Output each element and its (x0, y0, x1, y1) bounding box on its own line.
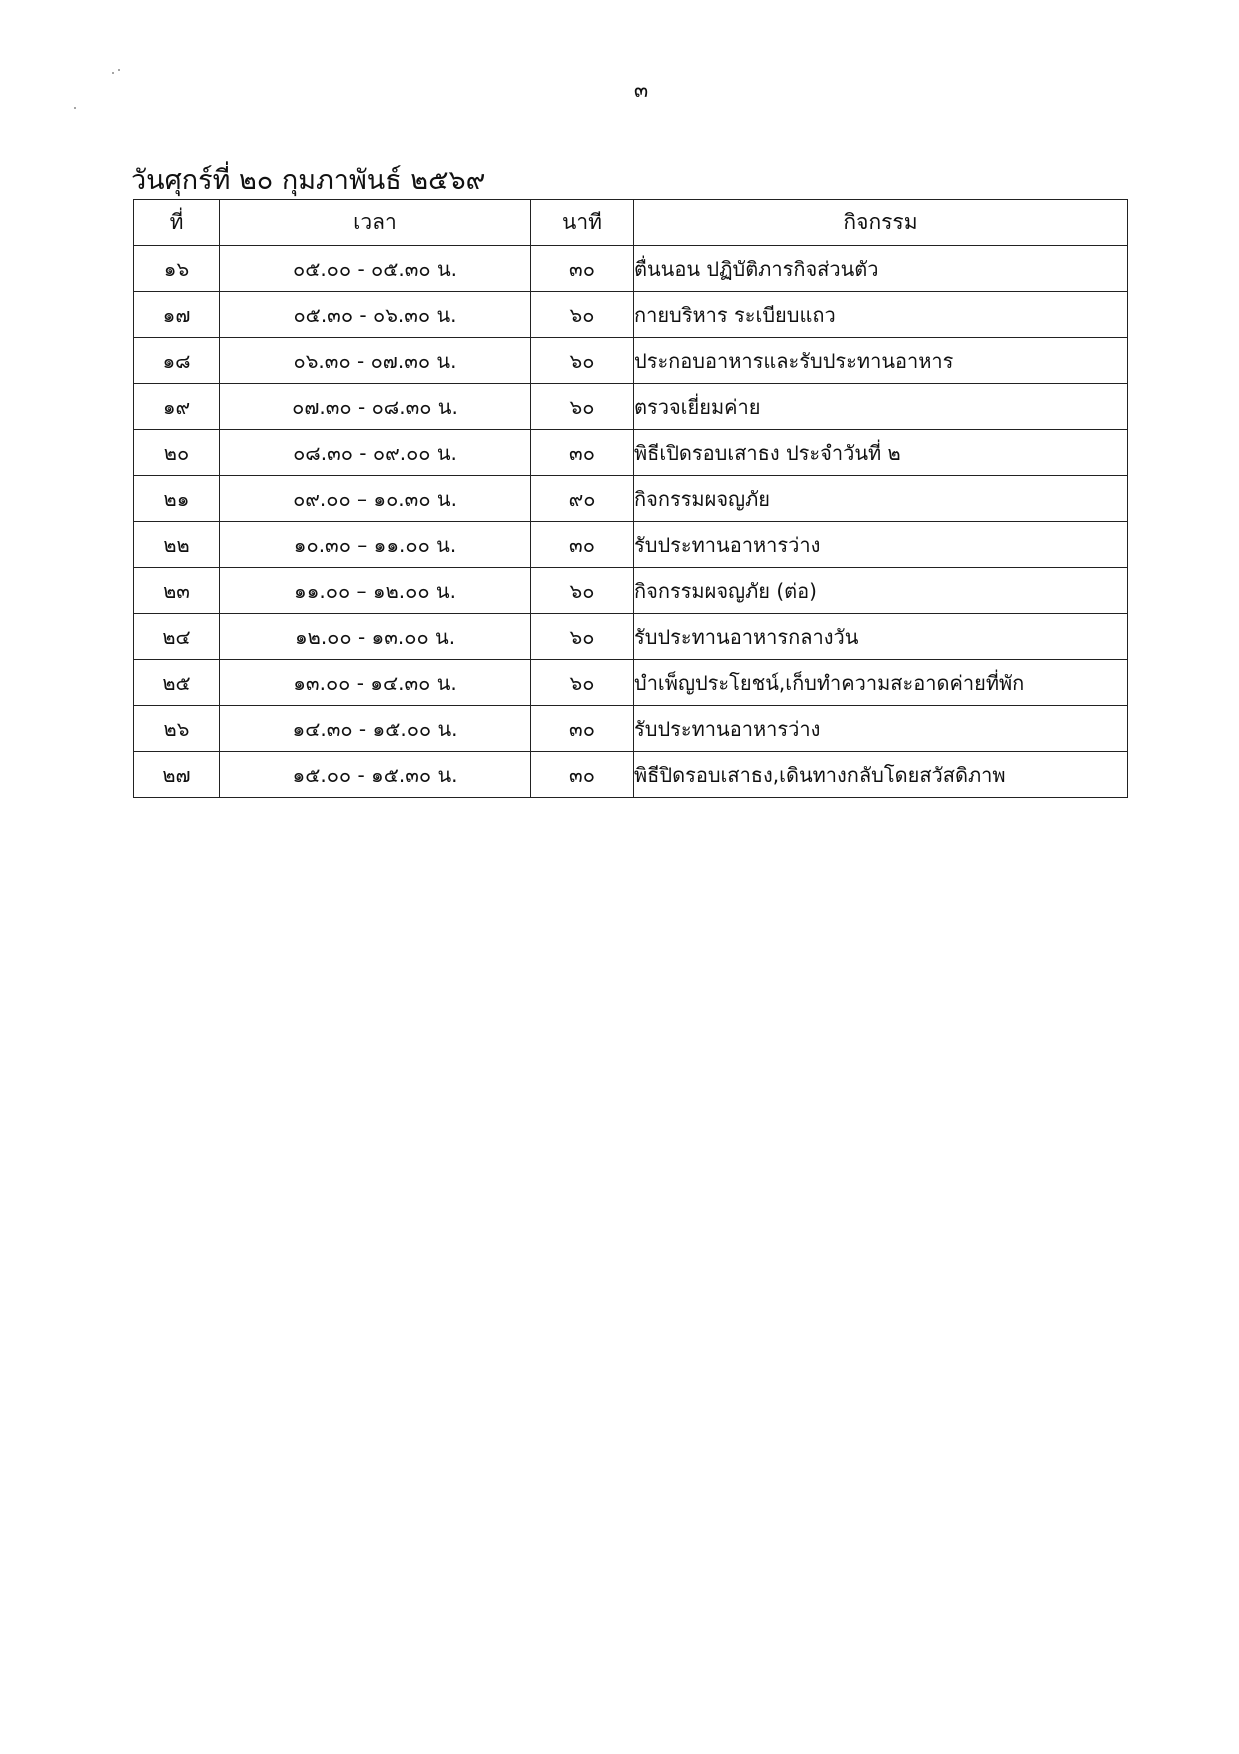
row-no: ๒๒ (134, 522, 220, 568)
header-activity: กิจกรรม (634, 200, 1128, 246)
row-no: ๒๕ (134, 660, 220, 706)
row-no: ๒๖ (134, 706, 220, 752)
row-activity: ประกอบอาหารและรับประทานอาหาร (634, 338, 1128, 384)
table-row (134, 430, 1128, 476)
row-minutes: ๓๐ (531, 430, 634, 476)
row-activity: กิจกรรมผจญภัย (ต่อ) (634, 568, 1128, 614)
row-activity: กิจกรรมผจญภัย (634, 476, 1128, 522)
row-time: ๐๕.๓๐ - ๐๖.๓๐ น. (220, 292, 531, 338)
row-time: ๐๕.๐๐ - ๐๕.๓๐ น. (220, 246, 531, 292)
row-no: ๒๐ (134, 430, 220, 476)
row-time: ๑๔.๓๐ - ๑๕.๐๐ น. (220, 706, 531, 752)
table-row (134, 522, 1128, 568)
table-row (134, 246, 1128, 292)
row-activity: ตรวจเยี่ยมค่าย (634, 384, 1128, 430)
row-activity: ตื่นนอน ปฏิบัติภารกิจส่วนตัว (634, 246, 1128, 292)
row-minutes: ๖๐ (531, 614, 634, 660)
row-minutes: ๖๐ (531, 568, 634, 614)
row-activity: รับประทานอาหารกลางวัน (634, 614, 1128, 660)
row-minutes: ๖๐ (531, 338, 634, 384)
table-row (134, 476, 1128, 522)
row-no: ๑๗ (134, 292, 220, 338)
row-time: ๑๓.๐๐ - ๑๔.๓๐ น. (220, 660, 531, 706)
row-time: ๑๕.๐๐ - ๑๕.๓๐ น. (220, 752, 531, 798)
row-minutes: ๓๐ (531, 246, 634, 292)
table-row (134, 660, 1128, 706)
row-time: ๑๒.๐๐ - ๑๓.๐๐ น. (220, 614, 531, 660)
page-number: ๓ (633, 78, 649, 102)
table-row (134, 706, 1128, 752)
row-no: ๑๘ (134, 338, 220, 384)
row-minutes: ๙๐ (531, 476, 634, 522)
row-activity: พิธีปิดรอบเสาธง,เดินทางกลับโดยสวัสดิภาพ (634, 752, 1128, 798)
table-row (134, 614, 1128, 660)
row-no: ๒๔ (134, 614, 220, 660)
row-activity: พิธีเปิดรอบเสาธง ประจำวันที่ ๒ (634, 430, 1128, 476)
row-minutes: ๖๐ (531, 292, 634, 338)
scan-speck (118, 69, 120, 71)
row-time: ๐๖.๓๐ - ๐๗.๓๐ น. (220, 338, 531, 384)
table-row (134, 384, 1128, 430)
schedule-table (133, 199, 1128, 798)
table-row (134, 292, 1128, 338)
row-activity: รับประทานอาหารว่าง (634, 706, 1128, 752)
row-no: ๒๗ (134, 752, 220, 798)
row-minutes: ๖๐ (531, 660, 634, 706)
row-no: ๑๖ (134, 246, 220, 292)
row-minutes: ๖๐ (531, 384, 634, 430)
table-row (134, 568, 1128, 614)
table-header-row (134, 200, 1128, 246)
row-minutes: ๓๐ (531, 706, 634, 752)
row-minutes: ๓๐ (531, 752, 634, 798)
row-no: ๒๑ (134, 476, 220, 522)
row-time: ๐๙.๐๐ – ๑๐.๓๐ น. (220, 476, 531, 522)
row-minutes: ๓๐ (531, 522, 634, 568)
row-activity: รับประทานอาหารว่าง (634, 522, 1128, 568)
table-row (134, 752, 1128, 798)
header-minutes: นาที (531, 200, 634, 246)
row-time: ๐๘.๓๐ - ๐๙.๐๐ น. (220, 430, 531, 476)
row-time: ๑๐.๓๐ – ๑๑.๐๐ น. (220, 522, 531, 568)
row-time: ๑๑.๐๐ – ๑๒.๐๐ น. (220, 568, 531, 614)
scan-speck (74, 107, 76, 109)
header-time: เวลา (220, 200, 531, 246)
header-no: ที่ (134, 200, 220, 246)
table-row (134, 338, 1128, 384)
row-no: ๑๙ (134, 384, 220, 430)
row-activity: กายบริหาร ระเบียบแถว (634, 292, 1128, 338)
day-title: วันศุกร์ที่ ๒๐ กุมภาพันธ์ ๒๕๖๙ (131, 165, 486, 196)
row-time: ๐๗.๓๐ - ๐๘.๓๐ น. (220, 384, 531, 430)
row-activity: บำเพ็ญประโยชน์,เก็บทำความสะอาดค่ายที่พัก (634, 660, 1128, 706)
row-no: ๒๓ (134, 568, 220, 614)
